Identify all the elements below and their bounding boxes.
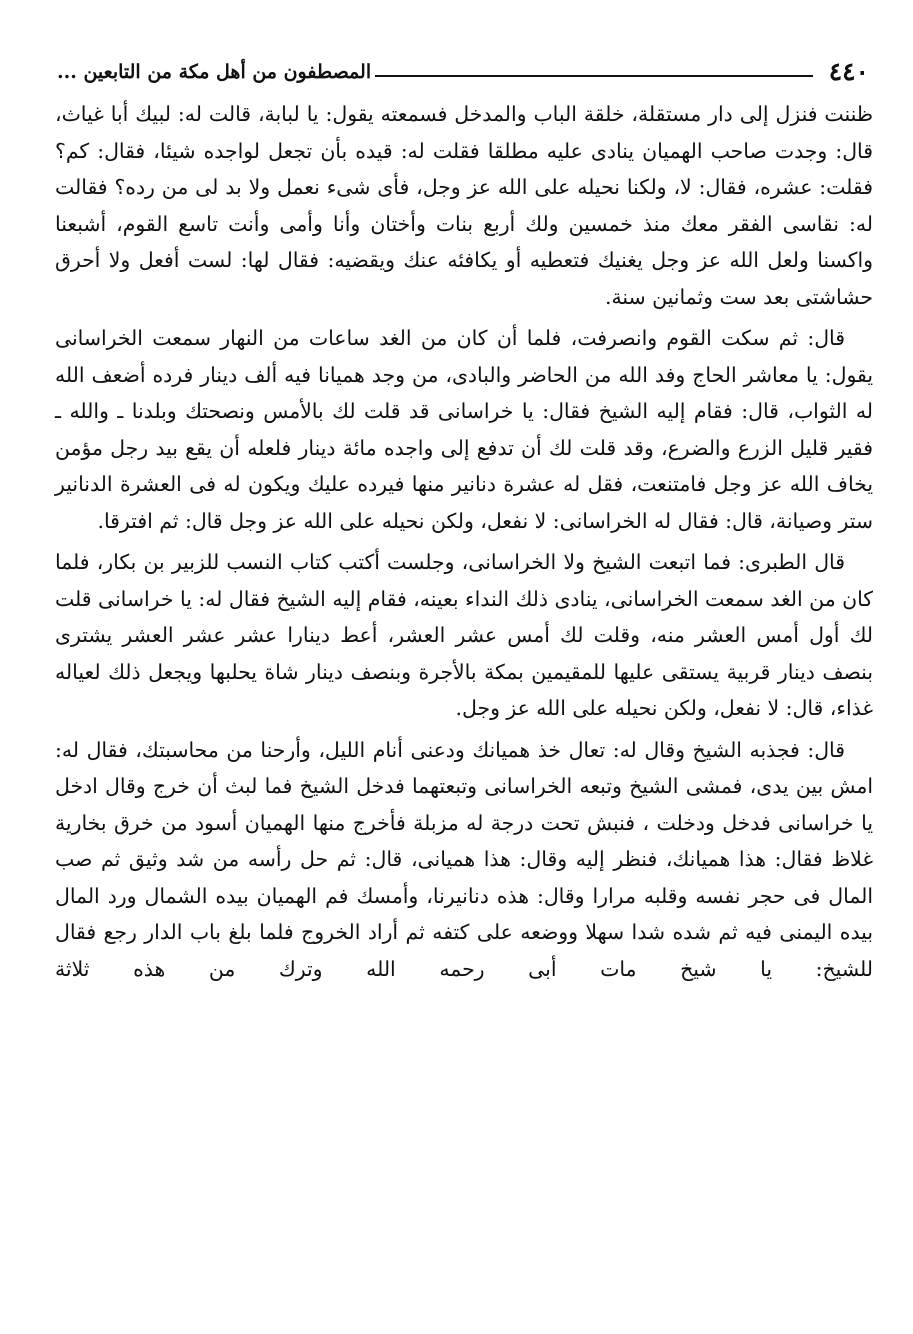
paragraph: ظننت فنزل إلى دار مستقلة، خلقة الباب والمدخل فسمعته يقول: يا لبابة، قالت له: لبيك أبا غياث، قال: وجدت صاحب الهميان ينادى عليه مطلقا فقلت له: قيده بأن تجعل لواجده شيئا، فقال: كم؟ فقلت: عشره، فقال: لا، ولكنا نحيله على الله عز وجل، فأى شىء نعمل ولا بد لى من رده؟ فقالت له: نقاسى الفقر معك منذ خمسين ولك أربع بنات وأختان وأنا وأمى وأنت تاسع القوم، أشبعنا واكسنا ولعل الله عز وجل يغنيك فتعطيه أو يكافئه عنك ويقضيه: فقال لها: لست أفعل ولا أحرق حشاشتى بعد ست وثمانين سنة. xyxy=(55,102,873,309)
body-text xyxy=(55,96,873,987)
page-header xyxy=(55,52,873,92)
book-page xyxy=(55,52,873,992)
paragraph: قال: فجذبه الشيخ وقال له: تعال خذ هميانك ودعنى أنام الليل، وأرحنا من محاسبتك، فقال له: امش بين يدى، فمشى الشيخ وتبعه الخراسانى وتبعتهما فدخل الشيخ فما لبث أن خرج وقال ادخل يا خراسانى فدخل ودخلت ، فنبش تحت درجة له مزبلة فأخرج منها الهميان أسود من خرق بخارية غلاظ فقال: هذا هميانك، فنظر إليه وقال: هذا هميانى، قال: ثم حل رأسه من شد وثيق ثم صب المال فى حجر نفسه وقلبه مرارا وقال: هذه دنانيرنا، وأمسك فم الهميان بيده الشمال ورد المال بيده اليمنى فيه ثم شده شدا سهلا ووضعه على كتفه ثم أراد الخروج فلما بلغ باب الدار رجع فقال للشيخ: يا شيخ مات أبى رحمه الله وترك من هذه ثلاثة xyxy=(55,737,873,981)
running-title: المصطفون من أهل مكة من التابعين ... xyxy=(57,61,372,83)
header-rule xyxy=(375,75,813,77)
paragraph: قال الطبرى: فما اتبعت الشيخ ولا الخراسانى، وجلست أكتب كتاب النسب للزبير بن بكار، فلما كان من الغد سمعت الخراسانى، ينادى ذلك النداء بعينه، فقام إليه الشيخ فقال له: يا خراسانى قلت لك أول أمس العشر منه، وقلت لك أمس عشر العشر، أعط دينارا عشر عشر العشر يشترى بنصف دينار قربية يستقى عليها للمقيمين بمكة بالأجرة وبنصف دينار شاة يحلبها ويجعل ذلك لعياله غذاء، قال: لا نفعل، ولكن نحيله على الله عز وجل. xyxy=(55,550,873,720)
page-number: ٤٤٠ xyxy=(828,57,869,86)
paragraph: قال: ثم سكت القوم وانصرفت، فلما أن كان من الغد ساعات من النهار سمعت الخراسانى يقول: يا معاشر الحاج وفد الله من الحاضر والبادى، من وجد هميانا فيه ألف دينار فرده أضعف الله له الثواب، قال: فقام إليه الشيخ فقال: يا خراسانى قد قلت لك بالأمس ونصحتك وبلدنا ـ والله ـ فقير قليل الزرع والضرع، وقد قلت لك أن تدفع إلى واجده مائة دينار فلعله أن يقع بيد رجل مؤمن يخاف الله عز وجل فامتنعت، فقل له عشرة دنانير منها فيرده عليك ويكون له فى العشرة الدنانير ستر وصيانة، قال: فقال له الخراسانى: لا نفعل، ولكن نحيله على الله عز وجل قال: ثم افترقا. xyxy=(55,326,873,533)
